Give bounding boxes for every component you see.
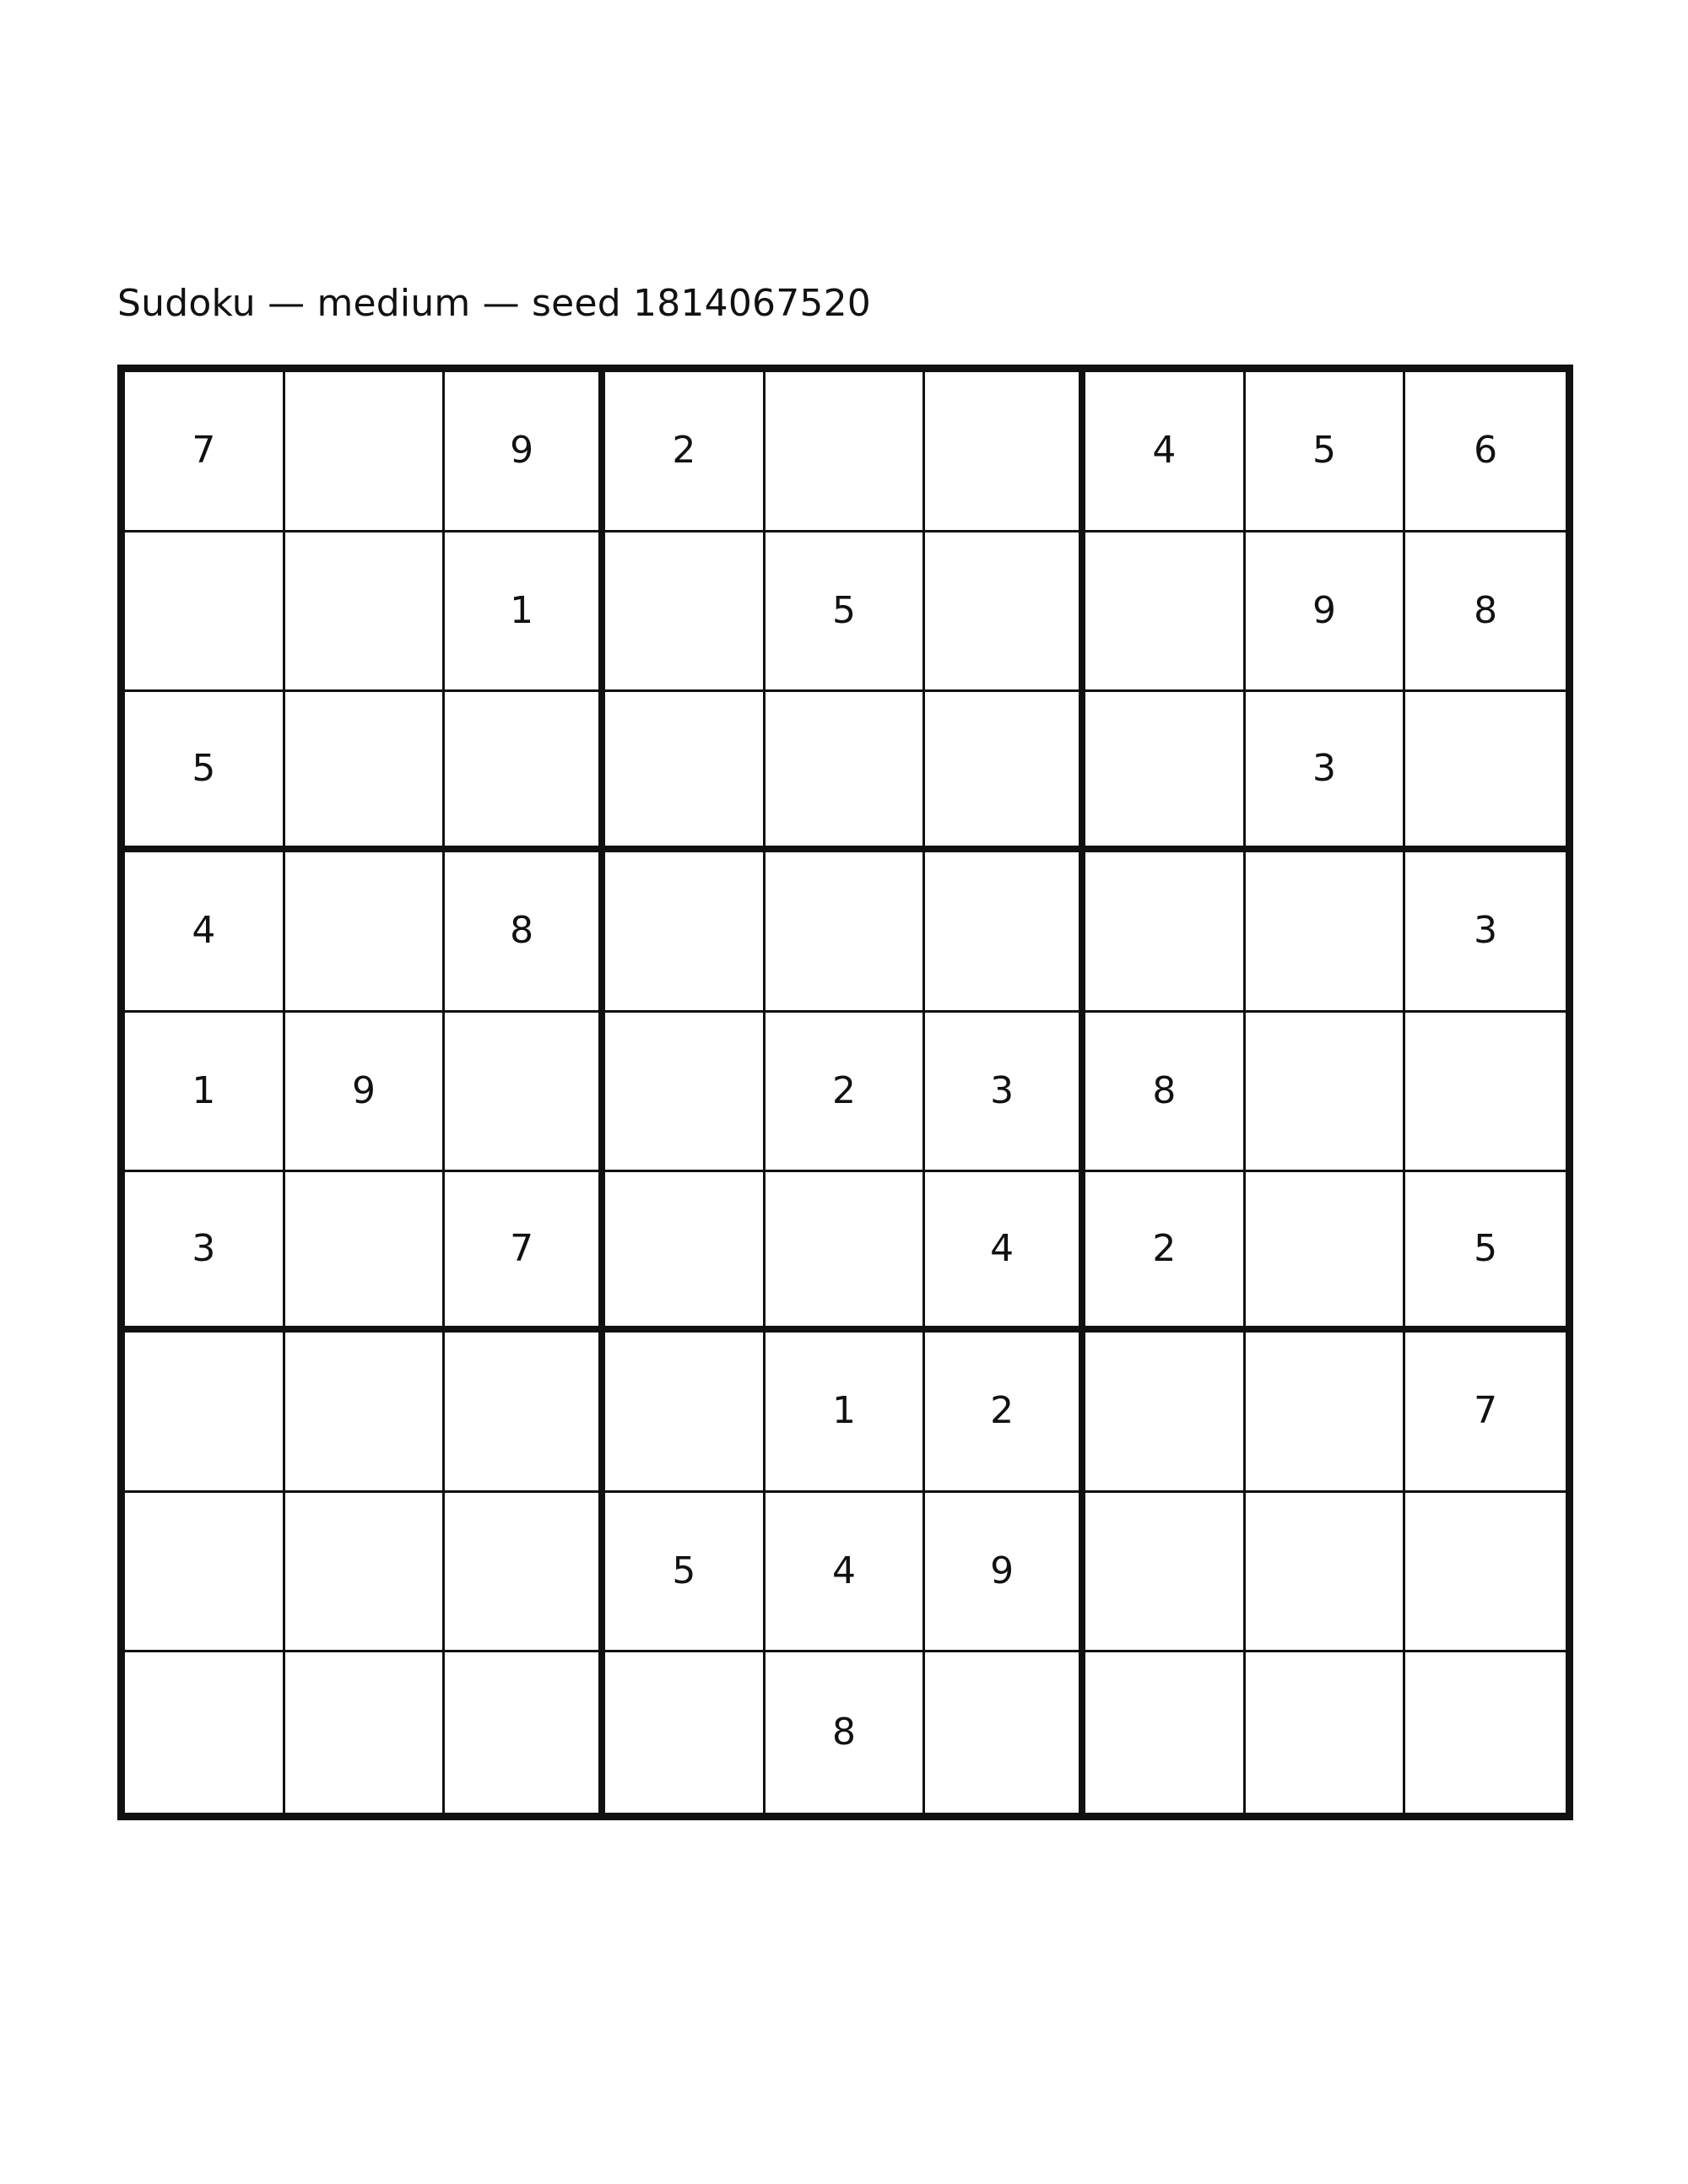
cell-r2-c1[interactable] (125, 532, 285, 693)
cell-r5-c4[interactable] (605, 1013, 766, 1173)
cell-r5-c6[interactable]: 3 (925, 1013, 1085, 1173)
cell-r7-c7[interactable] (1085, 1333, 1246, 1493)
cell-r8-c6[interactable]: 9 (925, 1493, 1085, 1653)
cell-r4-c6[interactable] (925, 852, 1085, 1013)
cell-r9-c3[interactable] (445, 1652, 605, 1813)
cell-r6-c5[interactable] (766, 1172, 926, 1333)
cell-r1-c3[interactable]: 9 (445, 372, 605, 532)
cell-r7-c9[interactable]: 7 (1405, 1333, 1566, 1493)
cell-r8-c2[interactable] (285, 1493, 446, 1653)
cell-r7-c6[interactable]: 2 (925, 1333, 1085, 1493)
sudoku-board (117, 365, 1573, 1820)
cell-r9-c2[interactable] (285, 1652, 446, 1813)
cell-r4-c3[interactable]: 8 (445, 852, 605, 1013)
cell-r7-c3[interactable] (445, 1333, 605, 1493)
cell-r6-c6[interactable]: 4 (925, 1172, 1085, 1333)
cell-r7-c8[interactable] (1246, 1333, 1406, 1493)
cell-r3-c4[interactable] (605, 692, 766, 852)
cell-r2-c9[interactable]: 8 (1405, 532, 1566, 693)
cell-r4-c5[interactable] (766, 852, 926, 1013)
cell-r6-c4[interactable] (605, 1172, 766, 1333)
cell-r3-c6[interactable] (925, 692, 1085, 852)
cell-r9-c5[interactable]: 8 (766, 1652, 926, 1813)
cell-r1-c7[interactable]: 4 (1085, 372, 1246, 532)
cell-r8-c4[interactable]: 5 (605, 1493, 766, 1653)
cell-r7-c5[interactable]: 1 (766, 1333, 926, 1493)
cell-r3-c5[interactable] (766, 692, 926, 852)
cell-r8-c1[interactable] (125, 1493, 285, 1653)
cell-r2-c7[interactable] (1085, 532, 1246, 693)
cell-r2-c5[interactable]: 5 (766, 532, 926, 693)
cell-r6-c7[interactable]: 2 (1085, 1172, 1246, 1333)
cell-r5-c2[interactable]: 9 (285, 1013, 446, 1173)
cell-r6-c8[interactable] (1246, 1172, 1406, 1333)
cell-r5-c1[interactable]: 1 (125, 1013, 285, 1173)
cell-r6-c3[interactable]: 7 (445, 1172, 605, 1333)
cell-r9-c8[interactable] (1246, 1652, 1406, 1813)
cell-r8-c3[interactable] (445, 1493, 605, 1653)
cell-r2-c3[interactable]: 1 (445, 532, 605, 693)
cell-r2-c4[interactable] (605, 532, 766, 693)
cell-r3-c7[interactable] (1085, 692, 1246, 852)
cell-r4-c7[interactable] (1085, 852, 1246, 1013)
cell-r7-c1[interactable] (125, 1333, 285, 1493)
cell-r1-c8[interactable]: 5 (1246, 372, 1406, 532)
cell-r8-c8[interactable] (1246, 1493, 1406, 1653)
cell-r6-c1[interactable]: 3 (125, 1172, 285, 1333)
cell-r6-c9[interactable]: 5 (1405, 1172, 1566, 1333)
cell-r8-c7[interactable] (1085, 1493, 1246, 1653)
cell-r5-c5[interactable]: 2 (766, 1013, 926, 1173)
cell-r9-c4[interactable] (605, 1652, 766, 1813)
cell-r5-c9[interactable] (1405, 1013, 1566, 1173)
cell-r9-c6[interactable] (925, 1652, 1085, 1813)
cell-r3-c3[interactable] (445, 692, 605, 852)
cell-r2-c2[interactable] (285, 532, 446, 693)
cell-r2-c6[interactable] (925, 532, 1085, 693)
cell-r9-c7[interactable] (1085, 1652, 1246, 1813)
cell-r1-c2[interactable] (285, 372, 446, 532)
cell-r1-c1[interactable]: 7 (125, 372, 285, 532)
cell-r5-c3[interactable] (445, 1013, 605, 1173)
cell-r1-c9[interactable]: 6 (1405, 372, 1566, 532)
cell-r3-c2[interactable] (285, 692, 446, 852)
cell-r6-c2[interactable] (285, 1172, 446, 1333)
cell-r1-c4[interactable]: 2 (605, 372, 766, 532)
cell-r5-c8[interactable] (1246, 1013, 1406, 1173)
cell-r3-c1[interactable]: 5 (125, 692, 285, 852)
cell-r2-c8[interactable]: 9 (1246, 532, 1406, 693)
cell-r3-c8[interactable]: 3 (1246, 692, 1406, 852)
cell-r1-c5[interactable] (766, 372, 926, 532)
cell-r1-c6[interactable] (925, 372, 1085, 532)
cell-r8-c5[interactable]: 4 (766, 1493, 926, 1653)
cell-r4-c8[interactable] (1246, 852, 1406, 1013)
cell-r9-c9[interactable] (1405, 1652, 1566, 1813)
cell-r4-c4[interactable] (605, 852, 766, 1013)
cell-r3-c9[interactable] (1405, 692, 1566, 852)
cell-r4-c2[interactable] (285, 852, 446, 1013)
cell-r7-c2[interactable] (285, 1333, 446, 1493)
cell-r7-c4[interactable] (605, 1333, 766, 1493)
cell-r4-c1[interactable]: 4 (125, 852, 285, 1013)
cell-r5-c7[interactable]: 8 (1085, 1013, 1246, 1173)
puzzle-title: Sudoku — medium — seed 1814067520 (117, 282, 871, 325)
cell-r9-c1[interactable] (125, 1652, 285, 1813)
cell-r4-c9[interactable]: 3 (1405, 852, 1566, 1013)
cell-r8-c9[interactable] (1405, 1493, 1566, 1653)
